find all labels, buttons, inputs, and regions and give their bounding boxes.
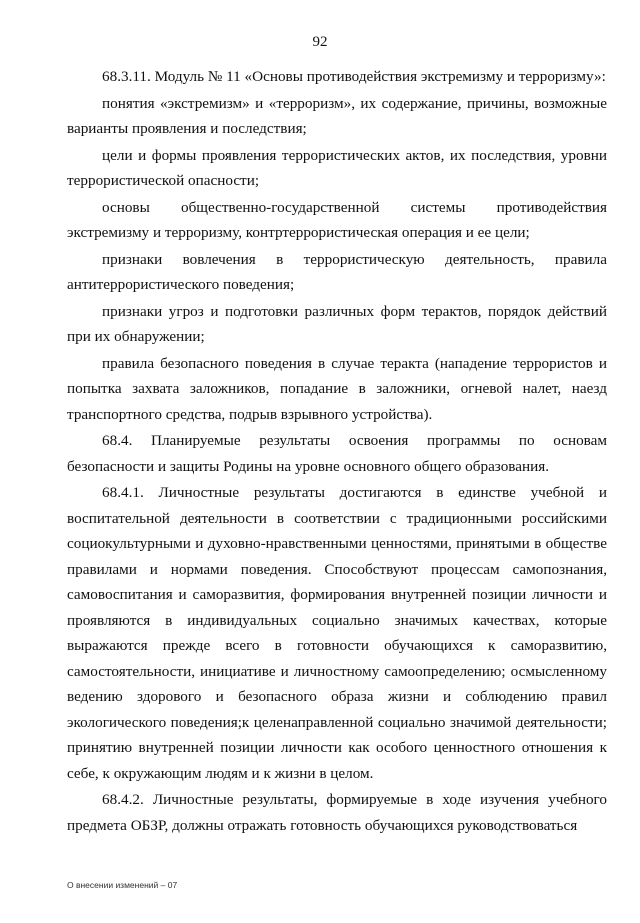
paragraph-section-68-4-1: 68.4.1. Личностные результаты достигаются в единстве учебной и воспитательной деятельности в соответствии с традиционными российскими социокультурными и духовно-нравственными ценностями, принятыми в обществе правилами и нормами поведения. Способствуют процессам самопознания, самовоспитания и саморазвития, формирования внутренней позиции личности и проявляются в индивидуальных социально значимых качествах, которые выражаются прежде всего в готовности обучающихся к саморазвитию, самостоятельности, инициативе и личностному самоопределению; осмысленному ведению здорового и безопасного образа жизни и соблюдению правил экологического поведения;к целенаправленной социально значимой деятельности; принятию внутренней позиции личности как особого ценностного отношения к себе, к окружающим людям и к жизни в целом. [67, 484, 607, 782]
paragraph-section-68-4: 68.4. Планируемые результаты освоения программы по основам безопасности и защиты Родины на уровне основного общего образования. [67, 432, 607, 475]
page-number: 92 [312, 34, 328, 50]
paragraph-section-68-4-2: 68.4.2. Личностные результаты, формируемые в ходе изучения учебного предмета ОБЗР, должны отражать готовность обучающихся руководствоваться [67, 791, 607, 834]
footer-note: О внесении изменений – 07 [67, 880, 178, 890]
paragraph-involvement-signs: признаки вовлечения в террористическую деятельность, правила антитеррористического поведения; [67, 250, 607, 293]
paragraph-threat-signs: признаки угроз и подготовки различных форм терактов, порядок действий при их обнаружении; [67, 302, 607, 345]
paragraph-terror-acts-goals: цели и формы проявления террористических актов, их последствия, уровни террористической опасности; [67, 146, 607, 189]
document-body [67, 64, 607, 838]
paragraph-extremism-concepts: понятия «экстремизм» и «терроризм», их содержание, причины, возможные варианты проявления и последствия; [67, 94, 607, 137]
paragraph-module-11-title: 68.3.11. Модуль № 11 «Основы противодействия экстремизму и терроризму»: [102, 68, 606, 85]
paragraph-counteraction-system: основы общественно-государственной системы противодействия экстремизму и терроризму, контртеррористическая операция и ее цели; [67, 198, 607, 241]
paragraph-safe-behavior-rules: правила безопасного поведения в случае теракта (нападение террористов и попытка захвата заложников, попадание в заложники, огневой налет, наезд транспортного средства, подрыв взрывного устройства). [67, 354, 607, 423]
